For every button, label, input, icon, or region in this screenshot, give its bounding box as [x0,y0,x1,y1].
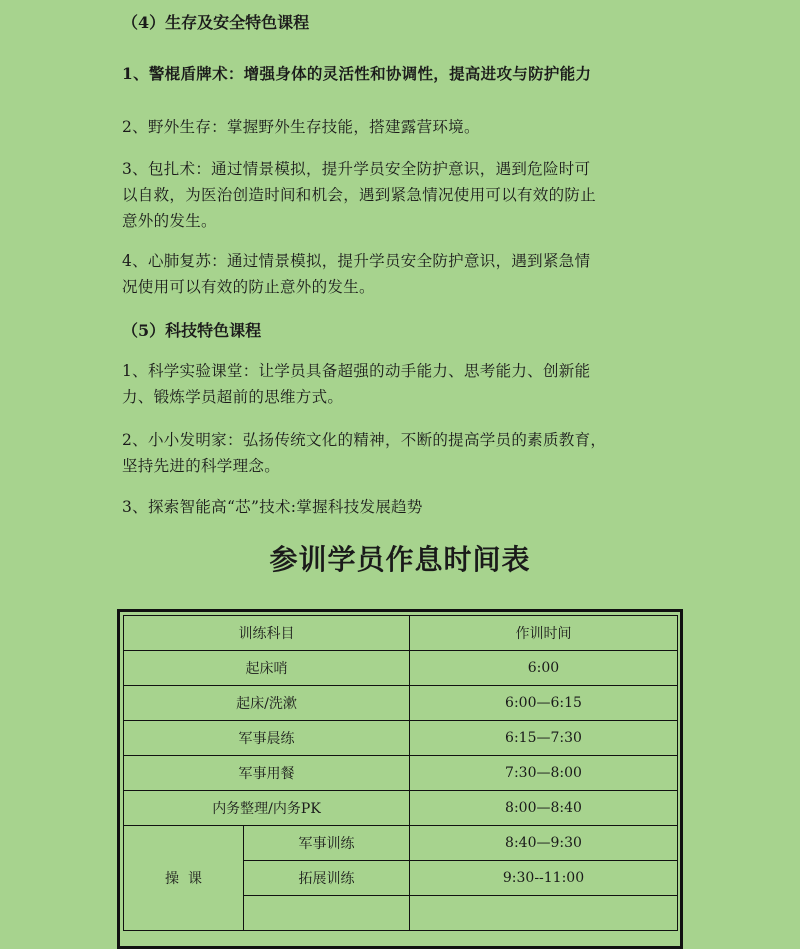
text-line: 以自救，为医治创造时间和机会，遇到紧急情况使用可以有效的防止 [122,186,597,204]
section-5-item-1 [122,358,692,410]
text-line: 坚持先进的科学理念。 [122,457,281,475]
row-time: 8:00—8:40 [410,791,678,826]
text-line: 意外的发生。 [122,212,217,230]
section-4-item-4 [122,248,692,300]
row-time: 9:30--11:00 [410,861,678,896]
row-subject: 军事晨练 [124,721,410,756]
text-line: 1、科学实验课堂：让学员具备超强的动手能力、思考能力、创新能 [122,362,591,380]
row-subject: 拓展训练 [244,861,410,896]
row-subject: 起床/洗漱 [124,686,410,721]
text-line: 4、心肺复苏：通过情景模拟，提升学员安全防护意识，遇到紧急情 [122,252,591,270]
row-subject: 起床哨 [124,651,410,686]
header-subject: 训练科目 [124,616,410,651]
table-row [124,651,678,686]
section-4-item-3 [122,156,692,234]
section-5-heading: （5）科技特色课程 [122,321,262,340]
row-subject: 军事训练 [244,826,410,861]
schedule-table [123,615,678,931]
text-line: 力、锻炼学员超前的思维方式。 [122,388,344,406]
section-4-item-1 [122,61,692,87]
schedule-table-frame [117,609,683,949]
table-row [124,826,678,861]
text-line: 1、警棍盾牌术：增强身体的灵活性和协调性，提高进攻与防护能力 [122,64,592,83]
text-line: 3、包扎术：通过情景模拟，提升学员安全防护意识，遇到危险时可 [122,160,591,178]
schedule-title: 参训学员作息时间表 [269,543,531,576]
text-line: 况使用可以有效的防止意外的发生。 [122,278,375,296]
section-4-item-2 [122,114,692,140]
table-row [124,686,678,721]
row-time: 6:00 [410,651,678,686]
row-time: 6:00—6:15 [410,686,678,721]
row-time [410,896,678,931]
text-line: 3、探索智能高“芯”技术:掌握科技发展趋势 [122,498,423,516]
table-header-row [124,616,678,651]
section-5-item-3 [122,494,692,520]
table-row [124,756,678,791]
section-5-item-2 [122,427,692,479]
row-subject: 军事用餐 [124,756,410,791]
section-4-heading: （4）生存及安全特色课程 [122,13,310,32]
text-line: 2、小小发明家：弘扬传统文化的精神，不断的提高学员的素质教育， [122,431,607,449]
table-row [124,791,678,826]
row-time: 6:15—7:30 [410,721,678,756]
header-time: 作训时间 [410,616,678,651]
row-time: 8:40—9:30 [410,826,678,861]
text-line: 2、野外生存：掌握野外生存技能，搭建露营环境。 [122,118,480,136]
table-row [124,721,678,756]
row-subject: 内务整理/内务PK [124,791,410,826]
row-subject [244,896,410,931]
group-label: 操 课 [124,826,244,931]
row-time: 7:30—8:00 [410,756,678,791]
